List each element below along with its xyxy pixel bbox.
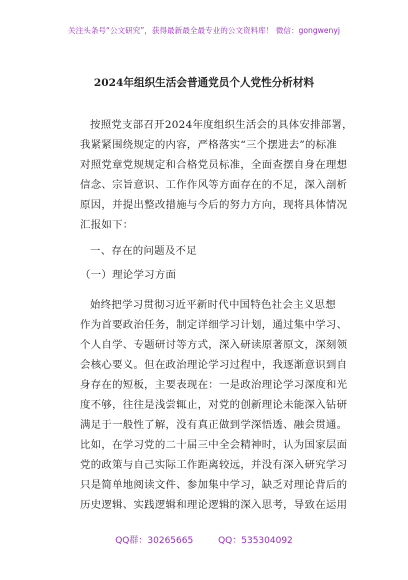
body-line: 只是简单地阅读文件、参加集中学习，缺乏对理论背后的 <box>80 479 348 491</box>
header-banner-text: 关注头条号“公文研究”，获得最新最全最专业的公文资料库！ 微信：gongwenyj <box>68 26 340 35</box>
body-line: 身存在的短板，主要表现在：一是政治理论学习深度和光 <box>80 379 348 391</box>
body-line: 信念、宗旨意识、工作作风等方面存在的不足，深入剖析 <box>80 179 348 191</box>
body-line: 作为首要政治任务，制定详细学习计划，通过集中学习、 <box>80 319 348 331</box>
document-title: 2024年组织生活会普通党员个人党性分析材料 <box>93 77 315 89</box>
body-line: 我紧紧围绕规定的内容，严格落实“三个摆进去”的标准 <box>80 139 338 151</box>
body-line: 满足于一般性了解，没有真正做到学深悟透、融会贯通。 <box>80 419 348 431</box>
body-line: 党的政策与自己实际工作距离较远，并没有深入研究学习 <box>80 459 348 471</box>
body-line: 度不够，往往是浅尝辄止，对党的创新理论未能深入钻研 <box>80 399 348 411</box>
footer-qq-group: QQ群：30265665 <box>115 536 194 546</box>
header-banner <box>0 26 408 36</box>
body-line: 会核心要义。但在政治理论学习过程中，我逐渐意识到自 <box>80 359 348 371</box>
section-heading: 一、存在的问题及不足 <box>90 245 197 257</box>
body-line: 历史逻辑、实践逻辑和理论逻辑的深入思考，导致在运用 <box>80 499 348 511</box>
body-line: 汇报如下： <box>80 219 134 231</box>
body-line: 始终把学习贯彻习近平新时代中国特色社会主义思想 <box>90 299 336 311</box>
subsection-heading: （一）理论学习方面 <box>80 269 177 281</box>
body-line: 个人自学、专题研讨等方式，深入研读原著原文，深刻领 <box>80 339 348 351</box>
footer-banner <box>0 535 408 547</box>
body-line: 原因，并提出整改措施与今后的努力方向，现将具体情况 <box>80 199 348 211</box>
body-line: 比如，在学习党的二十届三中全会精神时，认为国家层面 <box>80 439 348 451</box>
body-line: 对照党章党规规定和合格党员标准，全面查摆自身在理想 <box>80 159 348 171</box>
footer-qq-contact: QQ：535304092 <box>218 536 293 546</box>
body-line: 按照党支部召开2024年度组织生活会的具体安排部署， <box>90 119 353 131</box>
